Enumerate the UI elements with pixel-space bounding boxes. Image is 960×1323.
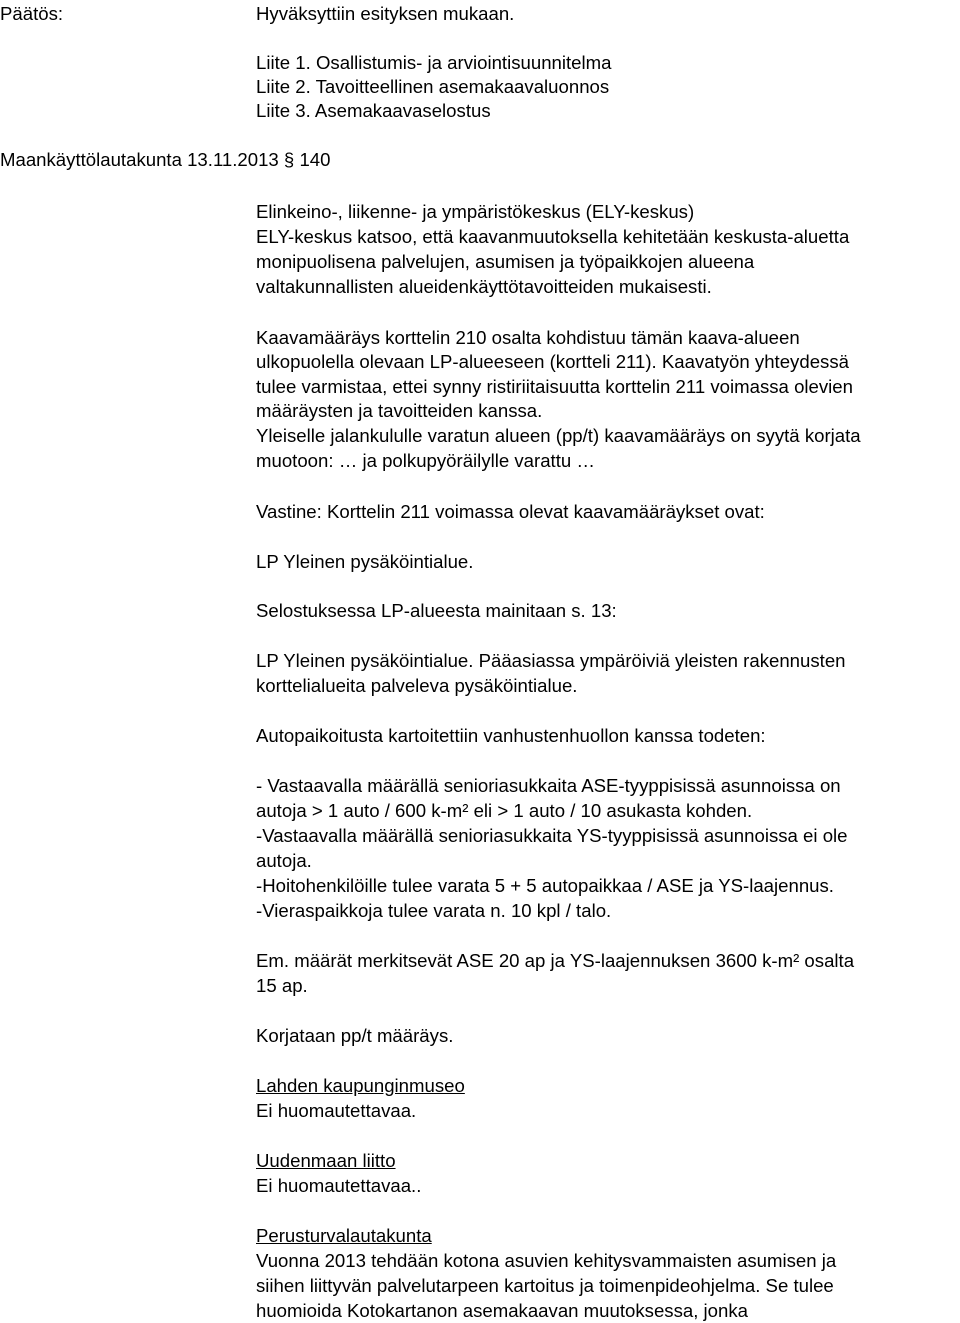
- ely-para2-line: tulee varmistaa, ettei synny ristiriitaisuutta korttelin 211 voimassa olevien: [256, 376, 853, 397]
- liitto-text: Ei huomautettavaa..: [256, 1175, 422, 1196]
- lp-definition: LP Yleinen pysäköintialue.: [256, 551, 474, 572]
- selostus-text: Selostuksessa LP-alueesta mainitaan s. 13:: [256, 600, 617, 621]
- parking-bullet-line: -Hoitohenkilöille tulee varata 5 + 5 autopaikkaa / ASE ja YS-laajennus.: [256, 875, 834, 896]
- ely-para1-line: ELY-keskus katsoo, että kaavanmuutoksella kehitetään keskusta-aluetta: [256, 226, 850, 247]
- parking-intro: Autopaikoitusta kartoitettiin vanhustenhuollon kanssa todeten:: [256, 725, 766, 746]
- ely-para2-line: ulkopuolella olevaan LP-alueeseen (kortteli 211). Kaavatyön yhteydessä: [256, 351, 849, 372]
- decision-label: Päätös:: [0, 3, 64, 24]
- parking-bullet-line: autoja > 1 auto / 600 k-m² eli > 1 auto / 10 asukasta kohden.: [256, 800, 753, 821]
- meeting-header: Maankäyttölautakunta 13.11.2013 § 140: [0, 149, 331, 170]
- ely-para1-line: monipuolisena palvelujen, asumisen ja työpaikkojen alueena: [256, 251, 755, 272]
- attachment-3: Liite 3. Asemakaavaselostus: [256, 100, 491, 121]
- decision-text: Hyväksyttiin esityksen mukaan.: [256, 3, 515, 24]
- ely-para2-line: Kaavamääräys korttelin 210 osalta kohdistuu tämän kaava-alueen: [256, 327, 800, 348]
- ely-para2-line: määräysten ja tavoitteiden kanssa.: [256, 400, 543, 421]
- parking-bullet-line: -Vieraspaikkoja tulee varata n. 10 kpl / talo.: [256, 900, 612, 921]
- ely-heading: Elinkeino-, liikenne- ja ympäristökeskus (ELY-keskus): [256, 201, 695, 222]
- parking-bullet-line: - Vastaavalla määrällä senioriasukkaita ASE-tyyppisissä asunnoissa on: [256, 775, 841, 796]
- perusturva-line: siihen liittyvän palvelutarpeen kartoitus ja toimenpideohjelma. Se tulee: [256, 1275, 834, 1296]
- perusturva-line: Vuonna 2013 tehdään kotona asuvien kehitysvammaisten asumisen ja: [256, 1250, 837, 1271]
- correction-text: Korjataan pp/t määräys.: [256, 1025, 454, 1046]
- perusturva-heading: Perusturvalautakunta: [256, 1225, 432, 1246]
- ely-para2-line: Yleiselle jalankululle varatun alueen (pp/t) kaavamääräys on syytä korjata: [256, 425, 861, 446]
- attachment-1: Liite 1. Osallistumis- ja arviointisuunnitelma: [256, 52, 612, 73]
- parking-bullet-line: -Vastaavalla määrällä senioriasukkaita YS-tyyppisissä asunnoissa ei ole: [256, 825, 848, 846]
- ely-para1-line: valtakunnallisten alueidenkäyttötavoitteiden mukaisesti.: [256, 276, 712, 297]
- parking-bullet-line: autoja.: [256, 850, 312, 871]
- lp-description-line: LP Yleinen pysäköintialue. Pääasiassa ympäröiviä yleisten rakennusten: [256, 650, 846, 671]
- museo-heading: Lahden kaupunginmuseo: [256, 1075, 465, 1096]
- amounts-line: Em. määrät merkitsevät ASE 20 ap ja YS-laajennuksen 3600 k-m² osalta: [256, 950, 855, 971]
- amounts-line: 15 ap.: [256, 975, 308, 996]
- museo-text: Ei huomautettavaa.: [256, 1100, 417, 1121]
- ely-para2-line: muotoon: … ja polkupyöräilylle varattu …: [256, 450, 595, 471]
- response-text: Vastine: Korttelin 211 voimassa olevat kaavamääräykset ovat:: [256, 501, 765, 522]
- lp-description-line: korttelialueita palveleva pysäköintialue.: [256, 675, 578, 696]
- perusturva-line: huomioida Kotokartanon asemakaavan muutoksessa, jonka: [256, 1300, 748, 1321]
- attachment-2: Liite 2. Tavoitteellinen asemakaavaluonnos: [256, 76, 610, 97]
- liitto-heading: Uudenmaan liitto: [256, 1150, 396, 1171]
